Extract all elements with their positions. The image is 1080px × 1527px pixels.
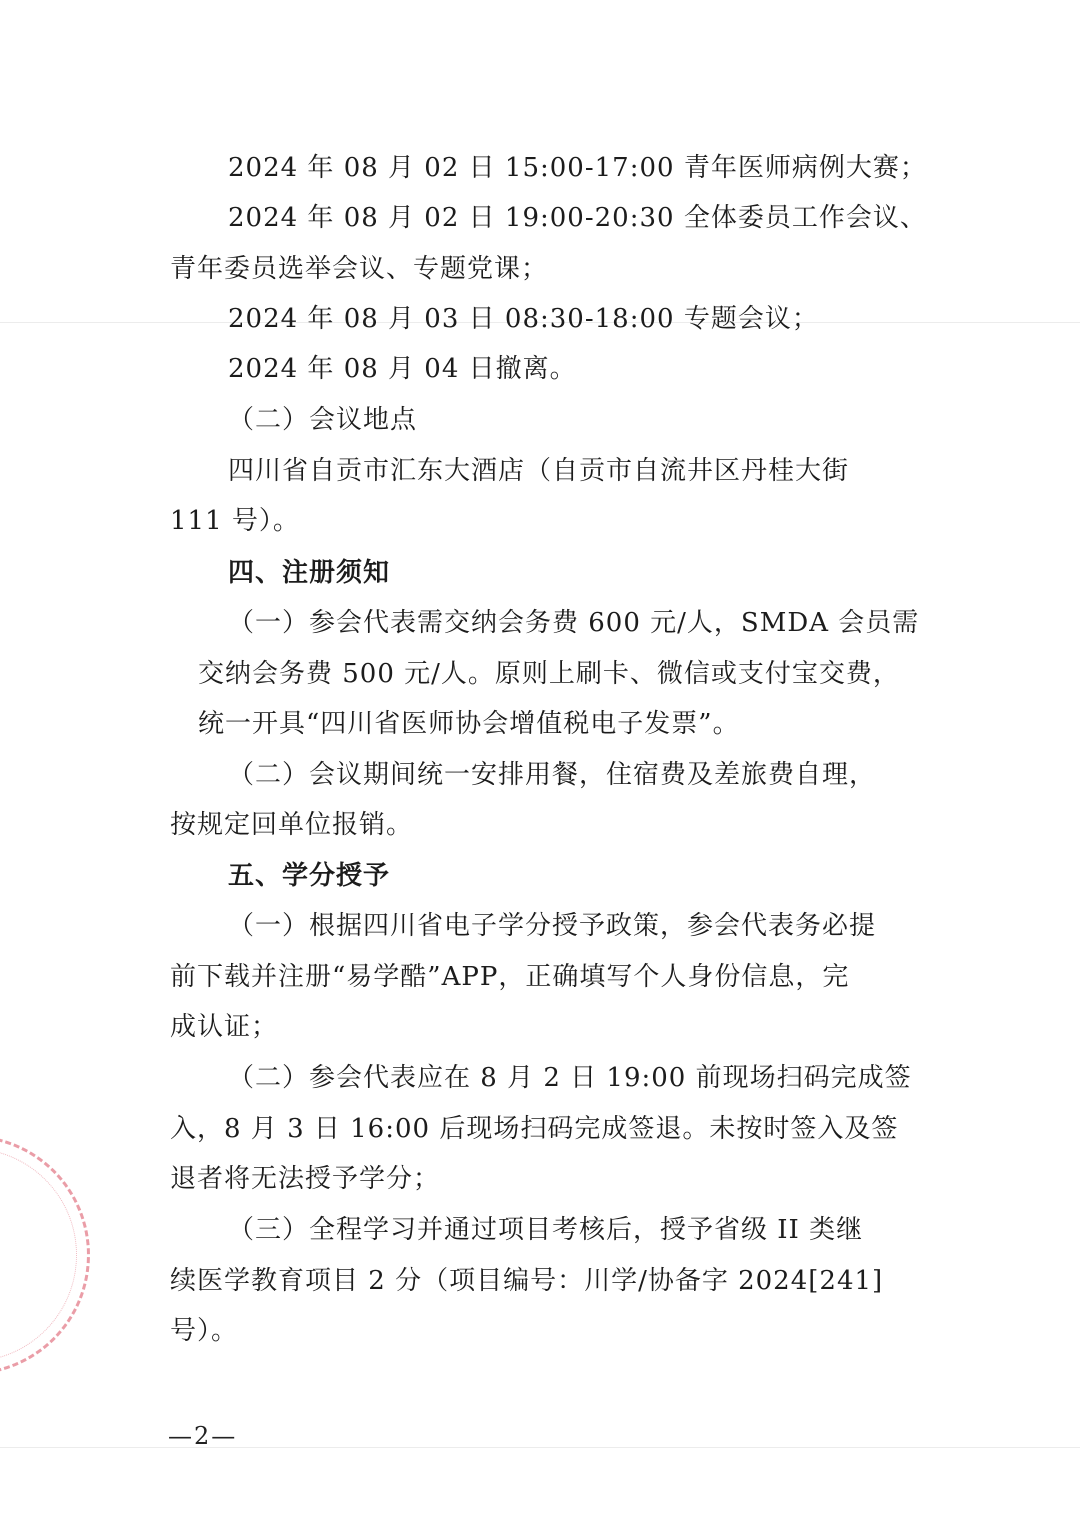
section-registration-heading: 四、注册须知 bbox=[228, 558, 391, 588]
page-number: —2— bbox=[168, 1422, 238, 1450]
registration-item-1-cont: 交纳会务费 500 元/人。原则上刷卡、微信或支付宝交费， bbox=[198, 659, 900, 689]
credits-item-2: （二）参会代表应在 8 月 2 日 19:00 前现场扫码完成签 bbox=[228, 1063, 912, 1093]
credits-item-1-cont: 成认证； bbox=[170, 1012, 279, 1042]
schedule-line-3: 2024 年 08 月 03 日 08:30-18:00 专题会议； bbox=[228, 304, 819, 334]
credits-item-2-cont: 入，8 月 3 日 16:00 后现场扫码完成签退。未按时签入及签 bbox=[170, 1114, 899, 1144]
official-seal-stamp bbox=[0, 1135, 90, 1375]
venue-address-cont: 111 号）。 bbox=[170, 506, 300, 536]
subsection-venue-title: （二）会议地点 bbox=[228, 405, 418, 435]
registration-item-2-cont: 按规定回单位报销。 bbox=[170, 810, 414, 840]
official-seal-inner-ring bbox=[0, 1148, 77, 1362]
registration-item-1: （一）参会代表需交纳会务费 600 元/人，SMDA 会员需 bbox=[228, 608, 920, 638]
credits-item-2-cont: 退者将无法授予学分； bbox=[170, 1164, 441, 1194]
schedule-line-1: 2024 年 08 月 02 日 15:00-17:00 青年医师病例大赛； bbox=[228, 153, 927, 183]
venue-address: 四川省自贡市汇东大酒店（自贡市自流井区丹桂大街 bbox=[228, 456, 850, 486]
credits-item-3-cont: 续医学教育项目 2 分（项目编号：川学/协备字 2024[241] bbox=[170, 1266, 884, 1296]
scan-artifact-line bbox=[0, 1447, 1080, 1448]
credits-item-1-cont: 前下载并注册“易学酷”APP，正确填写个人身份信息，完 bbox=[170, 962, 850, 992]
schedule-line-2: 2024 年 08 月 02 日 19:00-20:30 全体委员工作会议、 bbox=[228, 203, 927, 233]
registration-item-1-cont: 统一开具“四川省医师协会增值税电子发票”。 bbox=[198, 709, 740, 739]
schedule-line-2-cont: 青年委员选举会议、专题党课； bbox=[170, 254, 549, 284]
credits-item-3: （三）全程学习并通过项目考核后，授予省级 II 类继 bbox=[228, 1215, 864, 1245]
credits-item-3-cont: 号）。 bbox=[170, 1316, 239, 1346]
registration-item-2: （二）会议期间统一安排用餐，住宿费及差旅费自理， bbox=[228, 760, 877, 790]
schedule-line-4: 2024 年 08 月 04 日撤离。 bbox=[228, 354, 577, 384]
credits-item-1: （一）根据四川省电子学分授予政策，参会代表务必提 bbox=[228, 911, 877, 941]
section-credits-heading: 五、学分授予 bbox=[228, 861, 391, 891]
